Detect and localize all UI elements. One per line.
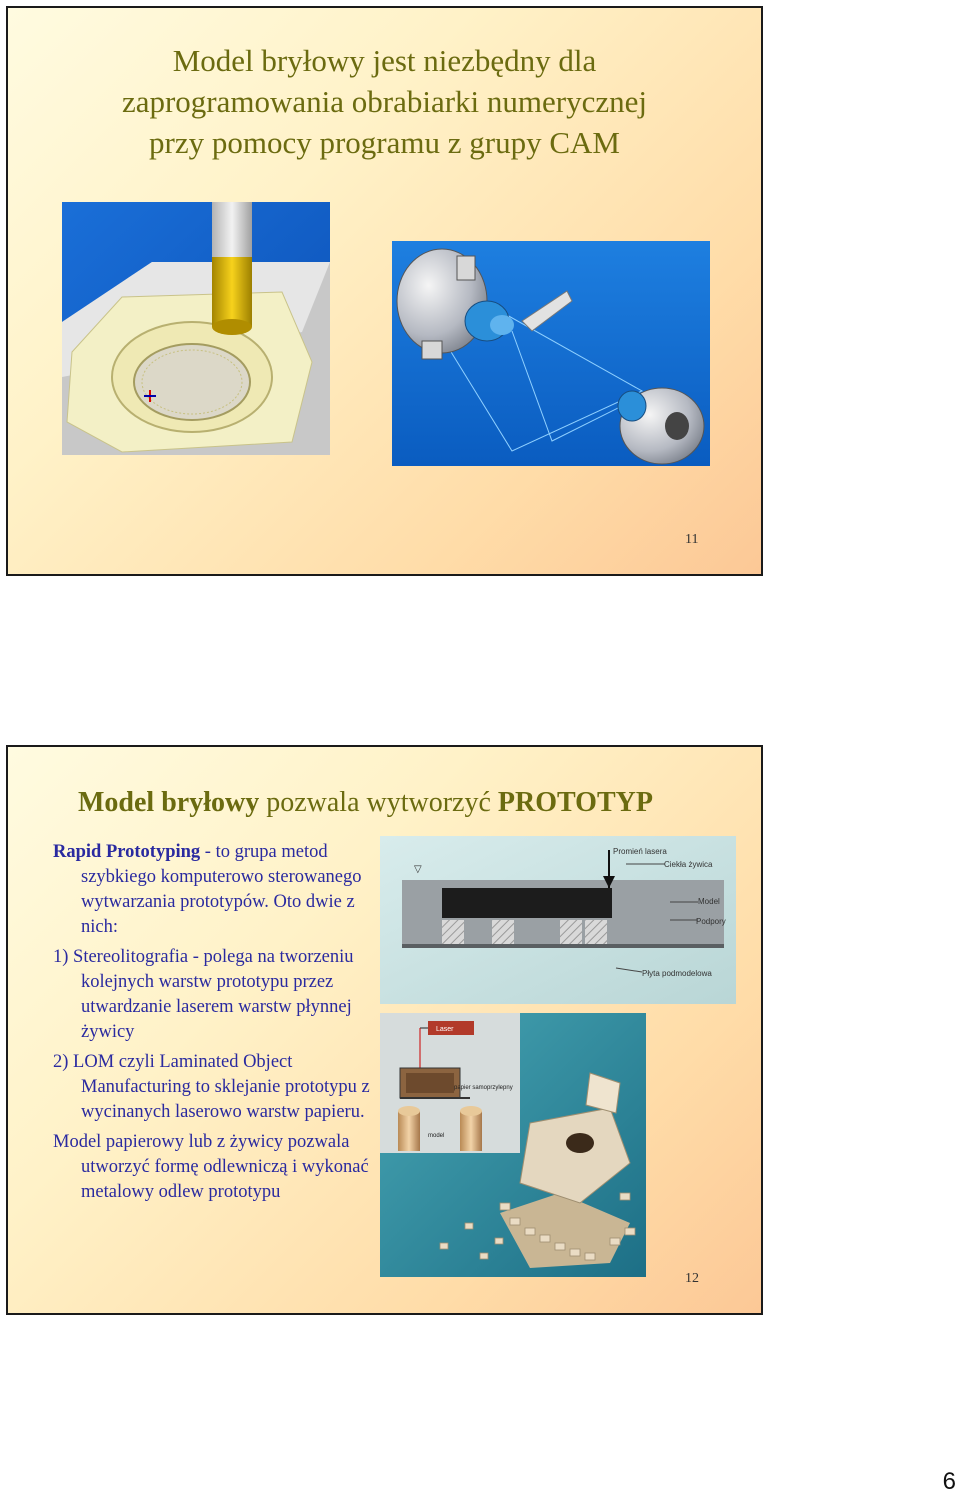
cam-lathe-image [392, 241, 710, 466]
title-line-1: Model bryłowy jest niezbędny dla [172, 43, 597, 78]
rp-term: Rapid Prototyping [53, 842, 201, 862]
paragraph-casting: Model papierowy lub z żywicy pozwala utworzyć formę odlewniczą i wykonać metalowy odlew prototypu [53, 1132, 369, 1202]
slide-number: 11 [685, 532, 699, 547]
label-laser-beam: Promień lasera [613, 847, 667, 856]
label-laser: Laser [436, 1026, 454, 1033]
label-supports: Podpory [696, 917, 726, 926]
title-line-3: przy pomocy programu z grupy CAM [149, 125, 620, 160]
paragraph-rapid-prototyping [53, 840, 378, 940]
slide-title [8, 40, 761, 163]
cam-milling-image [62, 202, 330, 455]
slide-number: 12 [685, 1271, 699, 1286]
title-bold-2: PROTOTYP [497, 787, 653, 818]
slide-body [53, 840, 378, 1210]
title-line-2: zaprogramowania obrabiarki numerycznej [121, 84, 648, 119]
label-base-plate: Płyta podmodelowa [642, 969, 712, 978]
label-model: Model [698, 897, 720, 906]
rp-desc: - to grupa metod szybkiego komputerowo sterowanego wytwarzania prototypów. Oto dwie z nich: [81, 842, 362, 937]
title-bold-1: Model bryłowy [78, 787, 260, 818]
page-number: 6 [942, 1468, 956, 1495]
stereolithography-diagram [380, 836, 736, 1004]
lom-image [380, 1013, 646, 1277]
label-paper: papier samoprzylepny [454, 1085, 513, 1091]
slide-11 [6, 6, 763, 576]
slide-12 [6, 745, 763, 1315]
slide-title [78, 787, 653, 819]
paragraph-lom: 2) LOM czyli Laminated Object Manufacturing to sklejanie prototypu z wycinanych laserowo warstw papieru. [53, 1052, 370, 1122]
liquid-level-icon: ▽ [414, 864, 422, 875]
label-liquid-resin: Ciekła żywica [664, 860, 713, 869]
title-regular: pozwala wytworzyć [259, 787, 498, 818]
paragraph-stereolithography: 1) Stereolitografia - polega na tworzeniu kolejnych warstw prototypu przez utwardzanie laserem warstw płynnej żywicy [53, 947, 354, 1042]
label-lom-model: model [428, 1133, 445, 1139]
